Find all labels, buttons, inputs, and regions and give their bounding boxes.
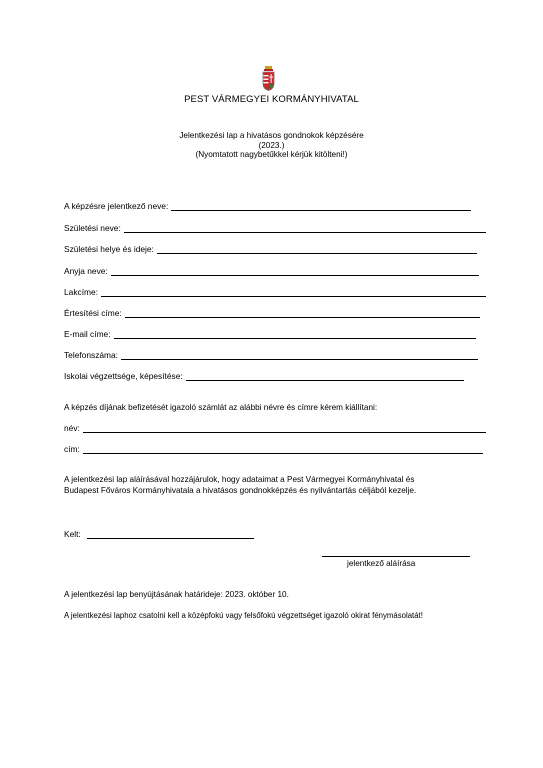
name-field[interactable] <box>64 199 471 211</box>
mail-address-label: Értesítési címe: <box>64 308 122 318</box>
form-title-main: Jelentkezési lap a hivatásos gondnokok képzésére <box>179 131 364 140</box>
email-label: E-mail címe: <box>64 329 111 339</box>
signature-label: jelentkező aláírása <box>347 559 416 568</box>
invoice-intro: A képzés díjának befizetését igazoló számlát az alábbi névre és címre kérem kiállítani: <box>64 403 378 412</box>
email-field[interactable] <box>64 327 476 339</box>
invoice-name-label: név: <box>64 423 80 433</box>
deadline-text: A jelentkezési lap benyújtásának határideje: 2023. október 10. <box>64 590 289 599</box>
consent-line-1: A jelentkezési lap aláírásával hozzájárulok, hogy adataimat a Pest Vármegyei Kormányhivatal és <box>64 475 415 484</box>
form-title-year: (2023.) <box>258 140 285 150</box>
signature-line[interactable] <box>322 556 470 557</box>
attachment-note: A jelentkezési laphoz csatolni kell a középfokú vagy felsőfokú végzettséget igazoló okirat fénymásolatát! <box>64 611 423 620</box>
invoice-name-blank-line[interactable] <box>83 423 486 433</box>
address-blank-line[interactable] <box>101 287 486 297</box>
date-blank-line[interactable] <box>87 529 254 539</box>
education-label: Iskolai végzettsége, képesítése: <box>64 371 183 381</box>
name-label: A képzésre jelentkező neve: <box>64 201 169 211</box>
birth-name-blank-line[interactable] <box>124 223 486 233</box>
birth-name-label: Születési neve: <box>64 223 121 233</box>
invoice-address-blank-line[interactable] <box>83 444 483 454</box>
education-field[interactable] <box>64 369 464 381</box>
invoice-name-field[interactable] <box>64 421 486 433</box>
phone-label: Telefonszáma: <box>64 350 118 360</box>
date-label: Kelt: <box>64 529 81 539</box>
name-blank-line[interactable] <box>171 201 471 211</box>
address-label: Lakcíme: <box>64 287 98 297</box>
consent-text <box>64 474 416 496</box>
invoice-address-label: cím: <box>64 444 80 454</box>
date-field[interactable] <box>64 527 254 539</box>
form-title-note: (Nyomtatott nagybetűkkel kérjük kitölteni!) <box>195 150 348 159</box>
office-name: PEST VÁRMEGYEI KORMÁNYHIVATAL <box>184 94 359 105</box>
mail-address-field[interactable] <box>64 306 480 318</box>
form-title <box>0 131 543 160</box>
email-blank-line[interactable] <box>114 329 476 339</box>
birth-name-field[interactable] <box>64 221 486 233</box>
mother-name-blank-line[interactable] <box>111 266 479 276</box>
education-blank-line[interactable] <box>186 371 464 381</box>
mail-address-blank-line[interactable] <box>125 308 480 318</box>
consent-line-2: Budapest Főváros Kormányhivatala a hivatásos gondnokképzés és nyilvántartás céljából kezelje. <box>64 486 417 495</box>
birth-place-date-label: Születési helye és ideje: <box>64 244 154 254</box>
invoice-address-field[interactable] <box>64 442 483 454</box>
birth-place-date-field[interactable] <box>64 242 477 254</box>
mother-name-field[interactable] <box>64 264 479 276</box>
address-field[interactable] <box>64 285 486 297</box>
phone-blank-line[interactable] <box>121 350 478 360</box>
coat-of-arms-icon <box>261 66 276 91</box>
mother-name-label: Anyja neve: <box>64 266 108 276</box>
birth-place-date-blank-line[interactable] <box>157 244 477 254</box>
phone-field[interactable] <box>64 348 478 360</box>
